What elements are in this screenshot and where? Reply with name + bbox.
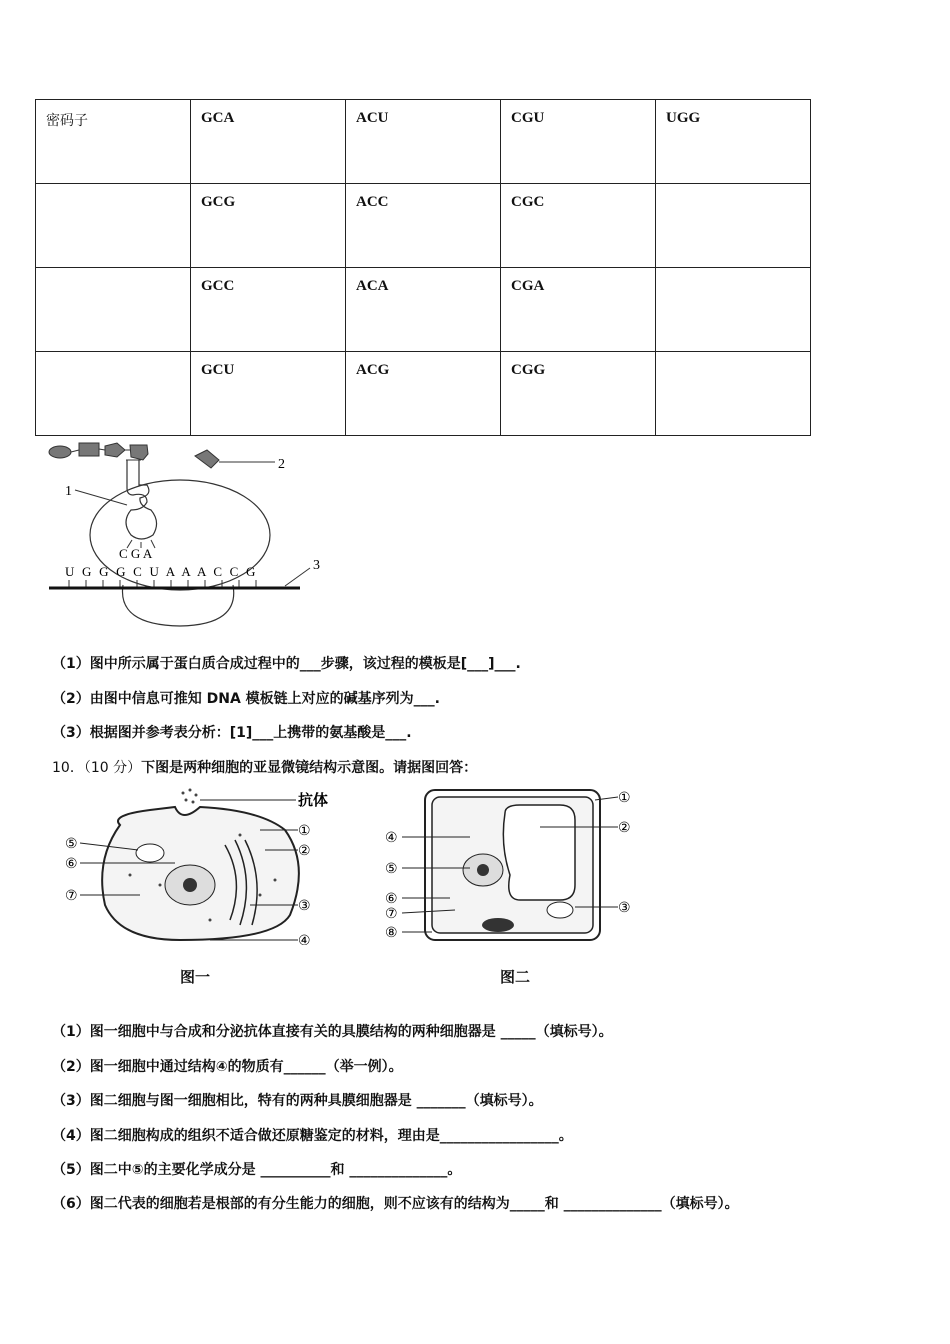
question-9-1: （1）图中所示属于蛋白质合成过程中的___步骤，该过程的模板是[___]___. [52, 656, 521, 672]
question-10-1: （1）图一细胞中与合成和分泌抗体直接有关的具膜结构的两种细胞器是 _____（填标号）。 [52, 1024, 613, 1040]
figure-caption-2: 图二 [500, 968, 531, 986]
label-6: ⑥ [385, 891, 398, 907]
table-cell: GCA [191, 100, 346, 184]
question-9-2: （2）由图中信息可推知 DNA 模板链上对应的碱基序列为___. [52, 691, 440, 707]
label-2: 2 [278, 457, 285, 472]
label-7: ⑦ [385, 906, 398, 922]
table-cell: UGG [656, 100, 811, 184]
label-3: ③ [298, 898, 311, 914]
ribosome-small-subunit [122, 585, 233, 626]
label-8: ⑧ [385, 925, 398, 941]
mitochondrion [136, 844, 164, 862]
label-2: ② [618, 820, 631, 836]
vacuole [503, 805, 575, 900]
table-cell: ACC [346, 184, 501, 268]
question-10-2: （2）图一细胞中通过结构④的物质有______（举一例）。 [52, 1059, 403, 1075]
label-1: ① [618, 790, 631, 806]
table-row [36, 184, 811, 268]
amino-acid-shape [130, 445, 148, 460]
figure-caption-1: 图一 [180, 968, 211, 986]
antibody-label: 抗体 [298, 791, 329, 809]
label-6: ⑥ [65, 856, 78, 872]
plant-cell-diagram [380, 785, 650, 950]
amino-acid-shape [105, 443, 125, 457]
question-9-3: （3）根据图并参考表分析：[1]___上携带的氨基酸是___. [52, 725, 412, 741]
question-10-3: （3）图二细胞与图一细胞相比，特有的两种具膜细胞器是 _______（填标号）。 [52, 1093, 543, 1109]
table-cell: CGU [501, 100, 656, 184]
label-2: ② [298, 843, 311, 859]
table-cell: GCG [191, 184, 346, 268]
chloroplast [482, 918, 514, 932]
question-10-6: （6）图二代表的细胞若是根部的有分生能力的细胞，则不应该有的结构为_____和 ______________（填标号）。 [52, 1196, 739, 1212]
table-cell [36, 268, 191, 352]
amino-acid-shape [49, 446, 71, 458]
question-10-stem [52, 757, 477, 777]
table-cell: CGC [501, 184, 656, 268]
table-cell: CGG [501, 352, 656, 436]
table-cell: GCU [191, 352, 346, 436]
translation-diagram [35, 440, 335, 635]
label-1: 1 [65, 484, 72, 499]
table-cell: ACA [346, 268, 501, 352]
table-cell: 密码子 [36, 100, 191, 184]
trna [126, 460, 157, 539]
question-number: 10．（10 分） [52, 760, 142, 776]
mrna-sequence: U G G G C U A A A C C G [65, 564, 258, 579]
animal-cell-diagram [60, 785, 330, 945]
table-cell: ACU [346, 100, 501, 184]
mitochondrion [547, 902, 573, 918]
label-3: ③ [618, 900, 631, 916]
table-cell [36, 352, 191, 436]
question-10-5: （5）图二中⑤的主要化学成分是 __________和 ______________。 [52, 1162, 462, 1178]
label-1: ① [298, 823, 311, 839]
table-cell [656, 184, 811, 268]
table-cell: CGA [501, 268, 656, 352]
label-5: ⑤ [385, 861, 398, 877]
label-5: ⑤ [65, 836, 78, 852]
label-4: ④ [385, 830, 398, 846]
label-7: ⑦ [65, 888, 78, 904]
anticodon: C G A [119, 546, 153, 561]
label-3: 3 [313, 558, 320, 573]
table-cell [36, 184, 191, 268]
table-cell: ACG [346, 352, 501, 436]
table-cell [656, 268, 811, 352]
table-row [36, 268, 811, 352]
question-text: 下图是两种细胞的亚显微镜结构示意图。请据图回答： [141, 760, 478, 776]
amino-acid-shape [79, 443, 99, 456]
codon-table [35, 99, 811, 436]
amino-acid-shape [195, 450, 219, 468]
table-row [36, 100, 811, 184]
table-cell: GCC [191, 268, 346, 352]
table-row [36, 352, 811, 436]
table-cell [656, 352, 811, 436]
question-10-4: （4）图二细胞构成的组织不适合做还原糖鉴定的材料，理由是_________________。 [52, 1128, 573, 1144]
label-4: ④ [298, 933, 311, 945]
